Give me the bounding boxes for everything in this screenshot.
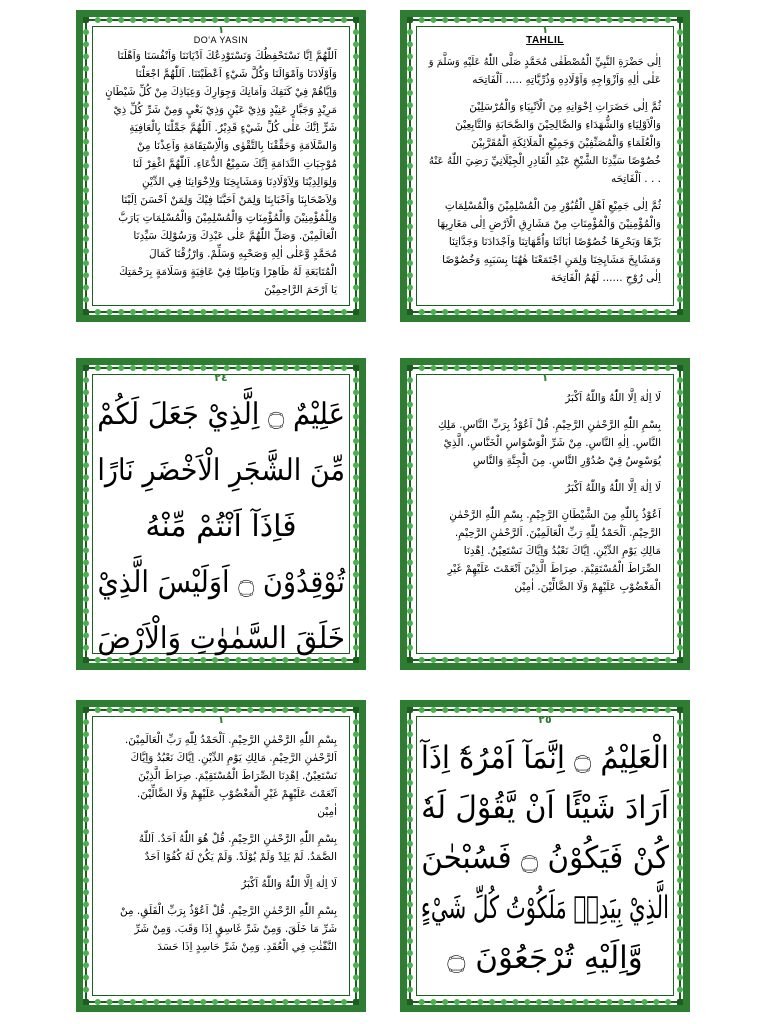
text-paragraph	[429, 98, 661, 188]
corner-ornament	[401, 657, 413, 669]
text-line: الرَّحِيْمِ. اَلْحَمْدُ لِلّٰهِ رَبِّ الْعَالَمِيْنَ. اَلرَّحْمٰنِ الرَّحِيْمِ.	[454, 527, 661, 539]
corner-ornament	[77, 359, 89, 371]
text-line: فَاِذَآ اَنْتُمْ مِّنْهُ	[145, 509, 297, 544]
text-paragraph	[429, 479, 661, 497]
corner-ornament	[77, 11, 89, 23]
text-line: نَسْتَعِيْنُ. اِهْدِنَا الصِّرَاطَ الْمُسْتَقِيْمَ. صِرَاطَ الَّذِيْنَ	[138, 770, 337, 782]
text-line: مُحَمَّدٍ وَّعَلٰى اٰلِهِ وَصَحْبِهِ وَسَلِّمْ. وَارْزُقْنَا كَمَالَ	[149, 248, 337, 260]
text-line: مَرِيْدٍ وَجَبَّارٍ عَنِيْدٍ وَذِيْ عَيْنٍ وَذِيْ بَغْيٍ وَمِنْ شَرِّ كُلِّ ذِيْ	[113, 104, 337, 116]
text-line: مُوْجِبَاتِ النَّدَامَةِ اِنَّكَ سَمِيْعُ الدُّعَاءِ. اَللّٰهُمَّ اغْفِرْ لَنَا	[132, 158, 337, 170]
text-line: ثُمَّ اِلٰى حَضَرَاتِ اِخْوَانِهِ مِنَ الْاَنْبِيَاءِ وَالْمُرْسَلِيْنَ	[469, 101, 661, 113]
text-line: الْمَغْضُوْبِ عَلَيْهِمْ وَلَا الضَّالِّيْنَ. اٰمِيْن	[514, 581, 661, 593]
text-line: وَمَشَايِخَ مَشَايِخِنَا وَلِمَنِ اجْتَمَعْنَا هٰهُنَا بِسَبَبِهِ وَخُصُوْصًا	[442, 254, 661, 266]
text-line: بِسْمِ اللّٰهِ الرَّحْمٰنِ الرَّحِيْمِ. قُلْ هُوَ اللّٰهُ اَحَدٌ. اَللّٰهُ	[138, 833, 337, 845]
text-paragraph	[429, 416, 661, 470]
text-line: وَّاِلَيْهِ تُرْجَعُوْنَ ۝	[447, 940, 643, 976]
panel-tahlil	[400, 10, 690, 322]
text-line: عَلٰى اٰلِهِ وَاَزْوَاجِهِ وَاَوْلَادِهِ وَذُرِّيَّاتِهِ ..... اَلْفَاتِحَه	[472, 74, 661, 86]
text-line: وَالْمُؤْمِنِيْنَ وَالْمُؤْمِنَاتِ مِنْ مَشَارِقِ الْاَرْضِ اِلٰى مَغَارِبِهَا	[437, 218, 661, 230]
text-line	[97, 667, 345, 670]
prayer-text	[105, 47, 337, 295]
page-number: ٢٤	[214, 371, 228, 384]
text-line: اٰمِيْن	[317, 806, 337, 818]
corner-ornament	[677, 657, 689, 669]
corner-ornament	[77, 701, 89, 713]
page-number: ١	[541, 23, 549, 36]
text-line: بِسْمِ اللّٰهِ الرَّحْمٰنِ الرَّحِيْمِ. قُلْ اَعُوْذُ بِرَبِّ النَّاسِ. مَلِكِ	[437, 419, 661, 431]
text-line: اَللّٰهُمَّ اِنَّا نَسْتَحْفِظُكَ وَنَسْتَوْدِعُكَ اَدْيَانَنَا وَاَنْفُسَنَا وَاَهْلَنَا	[117, 50, 337, 62]
text-line: وَاَوْلَادَنَا وَاَمْوَالَنَا وَكُلَّ شَيْءٍ اَعْطَيْتَنَا. اَللّٰهُمَّ اجْعَلْنَا	[135, 68, 337, 80]
text-paragraph	[105, 875, 337, 893]
panel-yasin-24	[76, 358, 366, 670]
corner-ornament	[401, 701, 413, 713]
page-number: ١	[541, 371, 549, 384]
corner-ornament	[353, 359, 365, 371]
text-line: لَا اِلٰهَ اِلَّا اللّٰهُ وَاللّٰهُ اَكْبَرُ	[565, 392, 661, 404]
corner-ornament	[401, 309, 413, 321]
text-line: اَرَادَ شَيْئًا اَنْ يَّقُوْلَ لَهٗ	[421, 790, 669, 826]
prayer-text	[105, 731, 337, 985]
text-line: لَا اِلٰهَ اِلَّا اللّٰهُ وَاللّٰهُ اَكْبَرُ	[241, 878, 337, 890]
text-line: اَلرَّحْمٰنِ الرَّحِيْمِ. مَالِكِ يَوْمِ الدِّيْنِ. اِيَّاكَ نَعْبُدُ وَاِيَّاكَ	[130, 752, 337, 764]
text-line: وَاِيَّاهُمْ فِيْ كَنَفِكَ وَاَمَانِكَ وَجِوَارِكَ وَعِيَاذِكَ مِنْ كُلِّ شَيْطَانٍ	[105, 86, 337, 98]
text-line: وَالْاَوْلِيَاءِ وَالشُّهَدَاءِ وَالصَّالِحِيْنَ وَالصَّحَابَةِ وَالتَّابِعِيْنَ	[455, 119, 661, 131]
corner-ornament	[401, 11, 413, 23]
corner-ornament	[677, 999, 689, 1011]
text-line: بِسْمِ اللّٰهِ الرَّحْمٰنِ الرَّحِيْمِ. قُلْ اَعُوْذُ بِرَبِّ الْفَلَقِ. مِنْ	[119, 905, 337, 917]
corner-ornament	[677, 11, 689, 23]
text-line: لَا اِلٰهَ اِلَّا اللّٰهُ وَاللّٰهُ اَكْبَرُ	[565, 482, 661, 494]
text-paragraph	[105, 830, 337, 866]
text-line: اَنْعَمْتَ عَلَيْهِمْ غَيْرِ الْمَغْضُوْبِ عَلَيْهِمْ وَلَا الضَّالِّيْنَ.	[136, 788, 337, 800]
corner-ornament	[77, 999, 89, 1011]
text-line: وَالْعُلَمَاءِ وَالْمُصَنِّفِيْنَ وَجَمِيْعِ الْمَلَائِكَةِ الْمُقَرَّبِيْنَ	[471, 137, 661, 149]
text-line: الصَّمَدُ. لَمْ يَلِدْ وَلَمْ يُوْلَدْ. وَلَمْ يَكُنْ لَهُ كُفُوًا اَحَدٌ	[144, 851, 337, 863]
corner-ornament	[401, 359, 413, 371]
text-paragraph	[105, 902, 337, 956]
quran-verse-text	[421, 733, 669, 985]
text-line: شَرِّ مَا خَلَقَ. وَمِنْ شَرِّ غَاسِقٍ اِذَا وَقَبَ. وَمِنْ شَرِّ	[134, 923, 337, 935]
text-line: مَالِكِ يَوْمِ الدِّيْنِ. اِيَّاكَ نَعْبُدُ وَاِيَّاكَ نَسْتَعِيْنُ. اِهْدِنَا	[463, 545, 661, 557]
text-line: كُنْ فَيَكُوْنُ ۝ فَسُبْحٰنَ	[421, 840, 669, 876]
text-line: وَالسَّلَامَةِ وَحَقِّقْنَا بِالتَّقْوٰى وَالْاِسْتِقَامَةِ وَاَعِذْنَا مِنْ	[137, 140, 337, 152]
panel-tahlil-2	[400, 358, 690, 670]
text-line: وَلِوَالِدِيْنَا وَلِاَوْلَادِنَا وَمَشَايِخِنَا وَلِاِخْوَانِنَا فِي الدِّيْنِ	[141, 176, 337, 188]
corner-ornament	[77, 309, 89, 321]
text-line: عَلِيْمٌ ۝ اِلَّذِيْ جَعَلَ لَكُمْ	[97, 397, 345, 432]
text-line: شَرٍّ اِنَّكَ عَلٰى كُلِّ شَيْءٍ قَدِيْرٌ. اَللّٰهُمَّ جَمِّلْنَا بِالْعَافِيَةِ	[129, 122, 337, 134]
corner-ornament	[77, 657, 89, 669]
text-line: . . . اَلْفَاتِحَه	[611, 173, 661, 185]
text-line: الْعَلِيْمُ ۝ اِنَّمَآ اَمْرُهٗٓ اِذَآ	[420, 740, 669, 776]
text-line: اَعُوْذُ بِاللّٰهِ مِنَ الشَّيْطَانِ الرَّجِيْمِ. بِسْمِ اللّٰهِ الرَّحْمٰنِ	[449, 509, 661, 521]
panel-yasin-25	[400, 700, 690, 1012]
text-line: بَرِّهَا وَبَحْرِهَا خُصُوْصًا اٰبَائَنَا وَاُمَّهَاتِنَا وَاَجْدَادَنَا وَجَدَّاتِنَا	[448, 236, 661, 248]
text-line: وَلِاَصْحَابِنَا وَاَحْبَابِنَا وَلِمَنْ اَحَبَّنَا فِيْكَ وَلِمَنْ اَحْسَنَ اِلَيْنَا	[121, 194, 337, 206]
text-line: مِّنَ الشَّجَرِ الْاَخْضَرِ نَارًا	[97, 453, 345, 488]
prayer-text	[429, 389, 661, 643]
panel-title: TAHLIL	[526, 35, 564, 46]
panel-tahlil-3	[76, 700, 366, 1012]
text-line: الصِّرَاطَ الْمُسْتَقِيْمَ. صِرَاطَ الَّذِيْنَ اَنْعَمْتَ عَلَيْهِمْ غَيْرِ	[447, 563, 661, 575]
text-paragraph	[429, 197, 661, 287]
corner-ornament	[677, 701, 689, 713]
text-paragraph	[429, 506, 661, 596]
page-number: ١	[217, 23, 225, 36]
corner-ornament	[401, 999, 413, 1011]
text-line: وَلِلْمُؤْمِنِيْنَ وَالْمُؤْمِنَاتِ وَالْمُسْلِمِيْنَ وَالْمُسْلِمَاتِ يَارَبَّ	[118, 212, 337, 224]
corner-ornament	[677, 359, 689, 371]
corner-ornament	[677, 309, 689, 321]
quran-verse-text	[97, 387, 345, 656]
corner-ornament	[353, 701, 365, 713]
text-line: تُوْقِدُوْنَ ۝ اَوَلَيْسَ الَّذِيْ	[97, 565, 345, 600]
text-line: الْمُتَابَعَةِ لَهُ ظَاهِرًا وَبَاطِنًا فِيْ عَافِيَةٍ وَسَلَامَةٍ بِرَحْمَتِكَ	[119, 266, 337, 278]
prayer-text	[429, 53, 661, 295]
text-line: خُصُوْصًا سَيِّدِنَا الشَّيْخِ عَبْدِ الْقَادِرِ الْجِيْلَانِيِّ رَضِيَ اللّٰهُ عَنْهُ	[428, 155, 661, 167]
corner-ornament	[353, 999, 365, 1011]
text-line: النَّاسِ. اِلٰهِ النَّاسِ. مِنْ شَرِّ الْوَسْوَاسِ الْخَنَّاسِ. الَّذِيْ	[443, 437, 661, 449]
text-line: النَّفّٰثٰتِ فِي الْعُقَدِ. وَمِنْ شَرِّ حَاسِدٍ اِذَا حَسَدَ	[157, 941, 337, 953]
text-line: يَا اَرْحَمَ الرَّاحِمِيْنَ	[264, 284, 337, 296]
corner-ornament	[353, 657, 365, 669]
text-line: اِلٰى حَضْرَةِ النَّبِيِّ الْمُصْطَفٰى مُحَمَّدٍ صَلَّى اللّٰهُ عَلَيْهِ وَسَلَّمَ وَ	[428, 56, 661, 68]
text-line: الْعَالَمِيْنَ. وَصَلِّ اللّٰهُمَّ عَلٰى عَبْدِكَ وَرَسُوْلِكَ سَيِّدِنَا	[133, 230, 337, 242]
text-paragraph	[429, 389, 661, 407]
text-paragraph	[105, 731, 337, 821]
text-line: اِلٰى رُوْحِ ...... لَهُمُ الْفَاتِحَة	[550, 272, 661, 284]
panel-doa-yasin	[76, 10, 366, 322]
text-line: ثُمَّ اِلٰى جَمِيْعِ اَهْلِ الْقُبُوْرِ مِنَ الْمُسْلِمِيْنَ وَالْمُسْلِمَاتِ	[444, 200, 661, 212]
page-number: ٢٥	[538, 713, 552, 726]
panel-title: DO'A YASIN	[193, 35, 249, 45]
text-line: خَلَقَ السَّمٰوٰتِ وَالْاَرْضَ	[97, 621, 345, 656]
text-paragraph	[429, 53, 661, 89]
corner-ornament	[353, 309, 365, 321]
corner-ornament	[353, 11, 365, 23]
text-line: الَّذِيْ بِيَدِهٖ مَلَكُوْتُ كُلِّ شَيْءٍ	[420, 890, 669, 926]
text-line: يُوَسْوِسُ فِيْ صُدُوْرِ النَّاسِ. مِنَ الْجِنَّةِ وَالنَّاسِ	[472, 455, 661, 467]
text-line: بِسْمِ اللّٰهِ الرَّحْمٰنِ الرَّحِيْمِ. اَلْحَمْدُ لِلّٰهِ رَبِّ الْعَالَمِيْنَ.	[124, 734, 337, 746]
page-number: ١	[217, 713, 225, 726]
